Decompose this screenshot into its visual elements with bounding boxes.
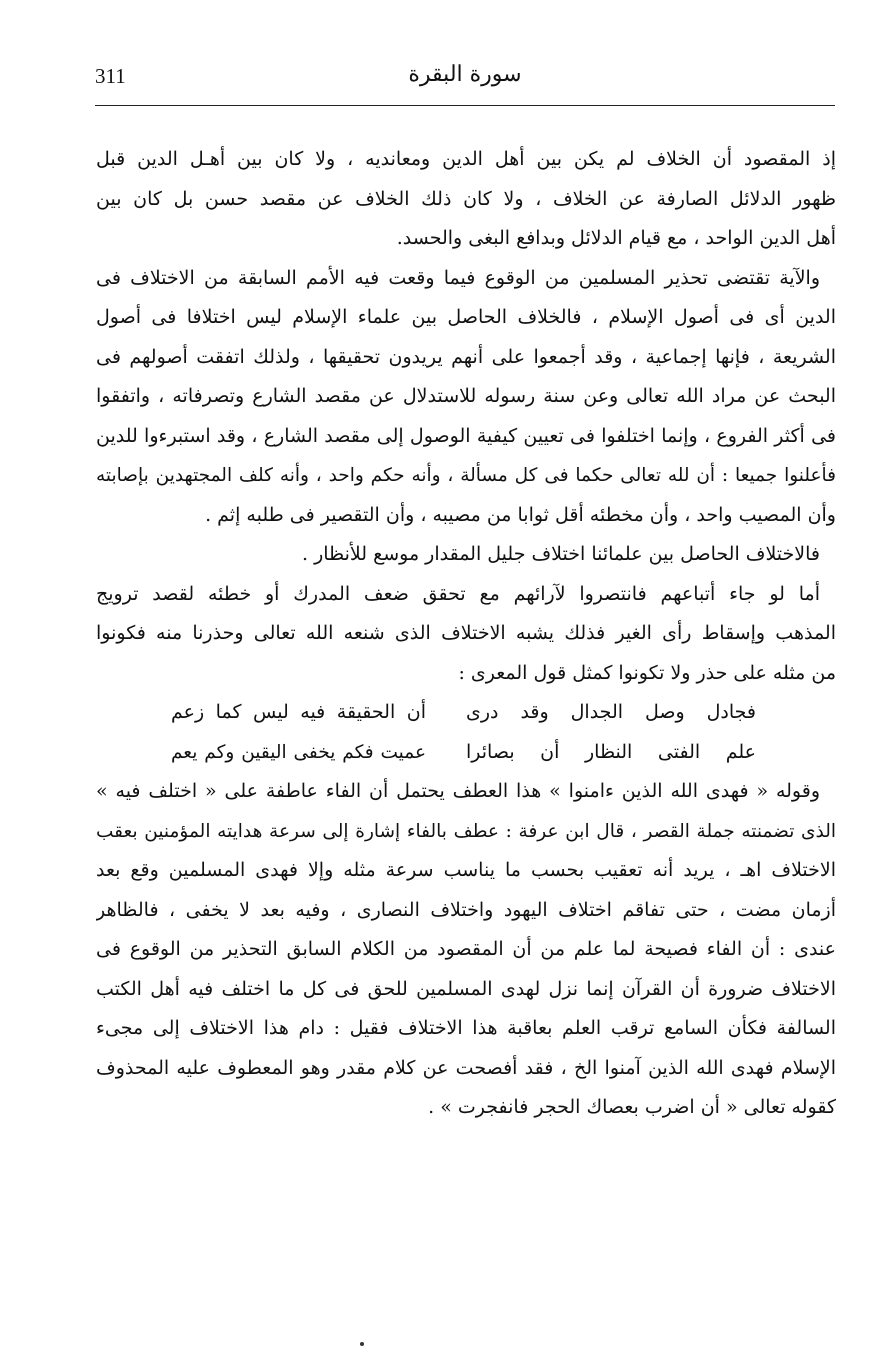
text-line: أزمان مضت ، حتى تفاقم اختلاف اليهود واختلاف النصارى ، وفيه بعد لا يخفى ، فالظاهر — [96, 898, 836, 921]
poem-verse — [96, 733, 836, 773]
verse-second-hemistich: أن الحقيقة فيه ليس كما زعم — [171, 701, 426, 723]
text-line: أما لو جاء أتباعهم فانتصروا لآرائهم مع تحقق ضعف المدرك أو خطئه لقصد ترويج — [96, 582, 820, 605]
header-rule — [95, 105, 835, 106]
text-line: الذى تضمنته جملة القصر ، قال ابن عرفة : عطف بالفاء إشارة إلى سرعة هدايته المؤمنين بعقب — [96, 820, 836, 842]
verse-second-hemistich: عميت فكم يخفى اليقين وكم يعم — [171, 741, 426, 763]
text-line: كقوله تعالى « أن اضرب بعصاك الحجر فانفجرت » . — [428, 1096, 836, 1118]
verse-first-hemistich: فجادل وصل الجدال وقد درى — [466, 701, 756, 723]
text-line: الإسلام فهدى الله الذين آمنوا الخ ، فقد أفصحت عن كلام مقدر وهو المعطوف عليه المحذوف — [96, 1056, 836, 1079]
text-line: عندى : أن الفاء فصيحة لما علم من أن المقصود من الكلام السابق التحذير من الوقوع فى — [96, 938, 836, 960]
text-line: الدين أى فى أصول الإسلام ، فالخلاف الحاصل بين علماء الإسلام ليس اختلافا فى أصول — [96, 306, 836, 328]
running-title: سورة البقرة — [408, 62, 522, 87]
text-line: الاختلاف ضرورة أن القرآن إنما نزل لهدى المسلمين للحق فى كل ما اختلف فيه أهل الكتب — [96, 977, 836, 1000]
page-mark-dot — [360, 1342, 364, 1346]
page-number: 311 — [95, 64, 126, 88]
text-line: فأعلنوا جميعا : أن لله تعالى حكما فى كل مسألة ، وأنه حكم واحد ، وأنه كلف المجتهدين بإصابته — [96, 465, 836, 486]
text-line: إذ المقصود أن الخلاف لم يكن بين أهل الدين ومعانديه ، ولا كان بين أهـل الدين قبل — [96, 148, 836, 170]
text-line: البحث عن مراد الله تعالى وعن سنة رسوله للاستدلال عن مقصد الشارع وتصرفاته ، واتفقوا — [96, 385, 836, 407]
text-line: من مثله على حذر ولا تكونوا كمثل قول المعرى : — [458, 661, 836, 684]
text-line: أهل الدين الواحد ، مع قيام الدلائل وبدافع البغى والحسد. — [396, 227, 836, 249]
verse-first-hemistich: علم الفتى النظار أن بصائرا — [466, 740, 756, 763]
text-line: فى أكثر الفروع ، وإنما اختلفوا فى تعيين كيفية الوصول إلى مقصد الشارع ، وقد استبرءوا للدين — [96, 424, 836, 447]
body-text — [96, 140, 836, 1128]
text-line: ظهور الدلائل الصارفة عن الخلاف ، ولا كان ذلك الخلاف عن مقصد حسن بل كان بين — [96, 187, 836, 210]
text-line: وقوله « فهدى الله الذين ءامنوا » هذا العطف يحتمل أن الفاء عاطفة على « اختلف فيه » — [96, 780, 820, 802]
text-line: السالفة فكأن السامع ترقب العلم بعاقبة هذا الاختلاف فقيل : دام هذا الاختلاف إلى مجىء — [96, 1017, 836, 1039]
page-header — [95, 62, 835, 102]
text-line: فالاختلاف الحاصل بين علمائنا اختلاف جليل المقدار موسع للأنظار . — [302, 543, 820, 565]
text-line: والآية تقتضى تحذير المسلمين من الوقوع فيما وقعت فيه الأمم السابقة من الاختلاف فى — [96, 266, 820, 289]
text-line: الاختلاف اهـ ، يريد أنه تعقيب بحسب ما يناسب سرعة مثله وإلا فهدى المسلمين وقع بعد — [96, 859, 836, 881]
text-line: المذهب وإسقاط رأى الغير فذلك يشبه الاختلاف الذى شنعه الله تعالى وحذرنا منه فكونوا — [96, 622, 836, 644]
text-line: وأن المصيب واحد ، وأن مخطئه أقل ثوابا من مصيبه ، وأن التقصير فى طلبه إثم . — [205, 503, 836, 526]
text-line: الشريعة ، فإنها إجماعية ، وقد أجمعوا على أنهم يريدون تحقيقها ، ولذلك اتفقت أصولهم فى — [96, 345, 836, 368]
poem-verse — [96, 693, 836, 733]
